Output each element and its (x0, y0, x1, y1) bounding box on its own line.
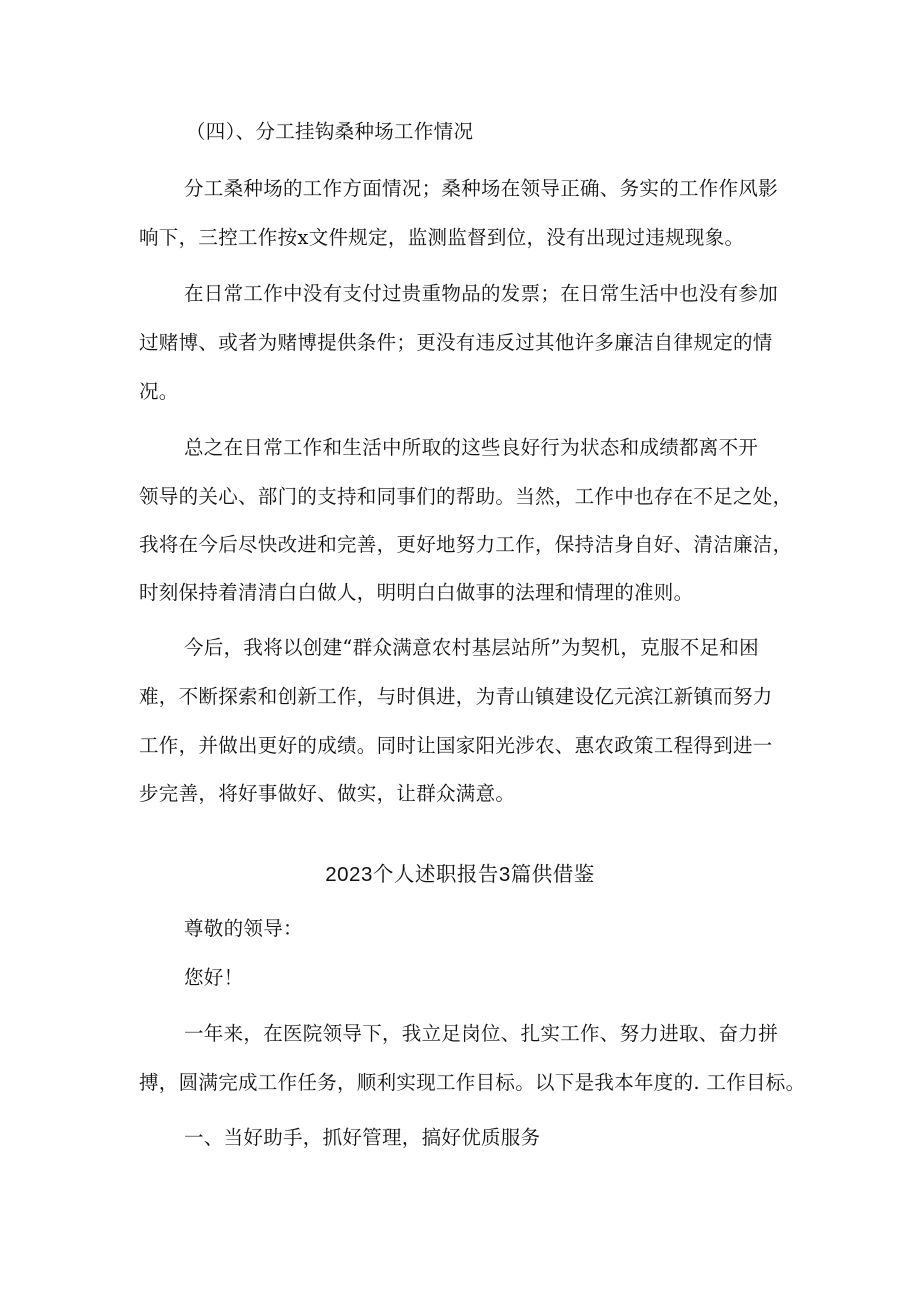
report-title: 2023个人述职报告3篇供借鉴 (325, 863, 595, 886)
paragraph-4-line-3: 工作，并做出更好的成绩。同时让国家阳光涉农、惠农政策工程得到进一 (139, 734, 773, 757)
paragraph-3-line-3: 我将在今后尽快改进和完善，更好地努力工作，保持洁身自好、清洁廉洁， (139, 533, 793, 556)
salutation: 尊敬的领导： (184, 917, 303, 940)
paragraph-2-line-1: 在日常工作中没有支付过贵重物品的发票；在日常生活中也没有参加 (184, 282, 779, 305)
paragraph-2-line-2: 过赌博、或者为赌博提供条件；更没有违反过其他许多廉洁自律规定的情 (139, 331, 773, 354)
paragraph-1-line-1: 分工桑种场的工作方面情况；桑种场在领导正确、务实的工作作风影 (184, 177, 779, 200)
section-heading: （四）、分工挂钩桑种场工作情况 (186, 120, 474, 143)
intro-line-1: 一年来，在医院领导下，我立足岗位、扎实工作、努力进取、奋力拼 (184, 1022, 779, 1045)
paragraph-2-line-3: 况。 (139, 380, 179, 403)
paragraph-3-line-4: 时刻保持着清清白白做人，明明白白做事的法理和情理的准则。 (139, 581, 694, 604)
paragraph-3-line-1: 总之在日常工作和生活中所取的这些良好行为状态和成绩都离不开 (184, 436, 759, 459)
paragraph-3-line-2: 领导的关心、部门的支持和同事们的帮助。当然，工作中也存在不足之处， (139, 485, 793, 508)
greeting: 您好！ (184, 966, 244, 989)
subheading: 一、当好助手，抓好管理，搞好优质服务 (184, 1126, 541, 1149)
paragraph-1-line-2: 响下，三控工作按x文件规定，监测监督到位，没有出现过违规现象。 (139, 226, 745, 249)
intro-line-2: 搏，圆满完成工作任务，顺利实现工作目标。以下是我本年度的. 工作目标。 (139, 1071, 806, 1094)
paragraph-4-line-2: 难，不断探索和创新工作，与时俱进，为青山镇建设亿元滨江新镇而努力 (139, 685, 773, 708)
paragraph-4-line-4: 步完善，将好事做好、做实，让群众满意。 (139, 782, 516, 805)
paragraph-4-line-1: 今后，我将以创建“群众满意农村基层站所”为契机，克服不足和困 (184, 636, 759, 659)
